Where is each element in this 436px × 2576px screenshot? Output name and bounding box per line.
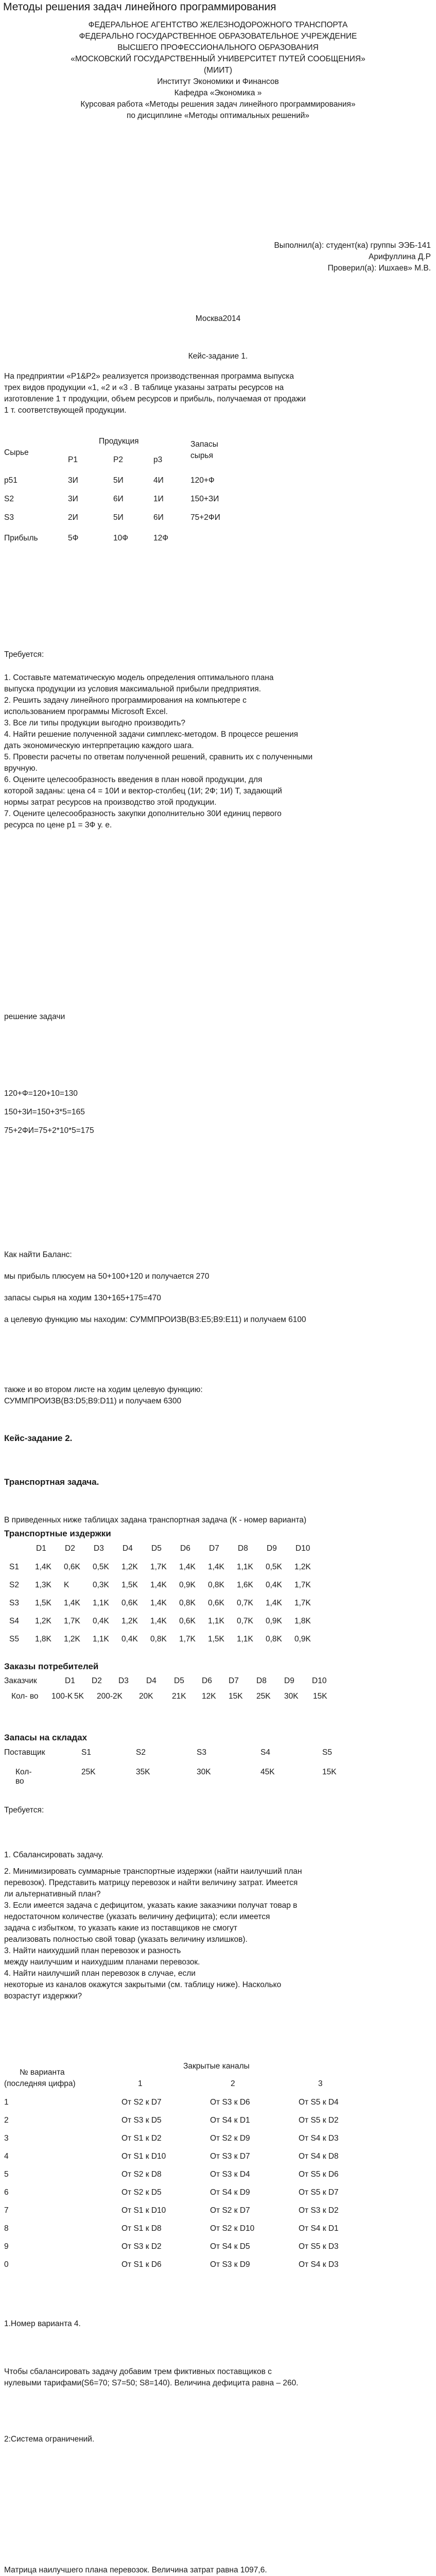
answer-line: Чтобы сбалансировать задачу добавим трем фиктивных поставщиков с (4, 2367, 272, 2376)
costs-col-header: D8 (238, 1544, 248, 1553)
supply-title: Запасы на складах (4, 1733, 88, 1742)
costs-cell: 0,5K (266, 1563, 282, 1571)
costs-col-header: D2 (65, 1544, 75, 1553)
demand-cell: Кол- во (11, 1692, 39, 1701)
closed-cell: 9 (4, 2242, 9, 2251)
header-line: по дисциплине «Методы оптимальных решений» (126, 111, 310, 120)
case2-subheading: Транспортная задача. (4, 1477, 99, 1487)
header-line: Курсовая работа «Методы решения задач линейного программирования» (80, 100, 356, 109)
task-line: между наилучшим и наихудшим планами перевозок. (4, 1958, 200, 1967)
row-name: Прибыль (4, 534, 38, 543)
demand-header-cell: D10 (312, 1676, 327, 1685)
demand-cell: 15K (229, 1692, 243, 1701)
closed-cell: От S4 к D8 (299, 2152, 339, 2161)
closed-cell: От S1 к D8 (121, 2224, 162, 2233)
supply-cell: 35K (136, 1768, 150, 1776)
costs-cell: 0,7K (237, 1617, 253, 1625)
intro-line: 1 т. соответствующей продукции. (4, 406, 127, 415)
author-block (4, 240, 431, 274)
calc-line: 75+2ФИ=75+2*10*5=175 (4, 1126, 94, 1135)
closed-col-header: 1 (138, 2079, 143, 2088)
supply-cell: 30K (197, 1768, 211, 1776)
task-line: выпуска продукции из условия максимальной прибыли предприятия. (4, 685, 261, 693)
cell: 5И (113, 476, 124, 485)
calc-line: 120+Ф=120+10=130 (4, 1089, 78, 1098)
product-header: Р1 (68, 455, 78, 464)
task-line: вручную. (4, 764, 38, 773)
demand-header-cell: D3 (118, 1676, 129, 1685)
closed-cell: От S4 к D1 (210, 2116, 250, 2125)
costs-table (4, 1544, 432, 1647)
answer-3: 2:Система ограничений. (4, 2435, 95, 2444)
closed-cell: От S1 к D10 (121, 2152, 166, 2161)
case2-note: В приведенных ниже таблицах задана транспортная задача (К - номер варианта) (4, 1516, 307, 1524)
closed-cell: От S3 к D7 (210, 2152, 250, 2161)
cell: 6И (153, 513, 164, 522)
row-name: S2 (4, 495, 14, 503)
task-line: нормы затрат ресурсов на производство этой продукции. (4, 798, 217, 807)
header-line: ВЫСШЕГО ПРОФЕССИОНАЛЬНОГО ОБРАЗОВАНИЯ (117, 43, 319, 52)
costs-cell: 1,1K (237, 1563, 253, 1571)
closed-cell: 7 (4, 2206, 9, 2215)
costs-cell: 1,8K (35, 1635, 51, 1643)
closed-cell: От S1 к D10 (121, 2206, 166, 2215)
cell: 1И (153, 495, 164, 503)
costs-cell: 1,5K (121, 1581, 138, 1589)
costs-cell: 0,8K (150, 1635, 167, 1643)
costs-cell: 1,2K (121, 1563, 138, 1571)
costs-row-name: S2 (9, 1581, 19, 1589)
cell: 75+2ФИ (190, 513, 220, 522)
costs-cell: 0,9K (179, 1581, 196, 1589)
task-line: 6. Оцените целесообразность введения в план новой продукции, для (4, 775, 263, 784)
costs-cell: 1,3K (35, 1581, 51, 1589)
task-line: 3. Если имеется задача с дефицитом, указать какие заказчики получат товар в (4, 1901, 298, 1910)
second-sheet-line: СУММПРОИЗВ(B3:D5;B9:D11) и получаем 6300 (4, 1397, 182, 1405)
task-line: 7. Оцените целесообразность закупки дополнительно 30И единиц первого (4, 809, 282, 818)
demand-header-cell: D2 (92, 1676, 102, 1685)
closed-cell: От S2 к D9 (210, 2134, 250, 2143)
task-line: использованием программы Microsoft Excel. (4, 707, 168, 716)
supply-grid (4, 1748, 432, 1789)
costs-cell: 0,7K (237, 1599, 253, 1607)
cell: 12Ф (153, 534, 169, 543)
closed-cell: От S4 к D5 (210, 2242, 250, 2251)
closed-cell: От S5 к D7 (299, 2188, 339, 2197)
costs-col-header: D5 (151, 1544, 162, 1553)
supply-header-cell: S4 (260, 1748, 270, 1757)
case2-heading: Кейс-задание 2. (4, 1433, 73, 1443)
author-line: Арифуллина Д.Р (369, 252, 431, 261)
demand-cell: 100-K (51, 1692, 73, 1701)
header-line: (МИИТ) (204, 66, 232, 75)
supply-header-cell: S3 (197, 1748, 206, 1757)
supply-cell: 45K (260, 1768, 275, 1776)
product-header: Р2 (113, 455, 123, 464)
costs-cell: 1,5K (208, 1635, 224, 1643)
task-line: недостаточном количестве (указать величину дефицита); если имеется (4, 1912, 270, 1921)
task-line: 4. Найти решение полученной задачи симплекс-методом. В процессе решения (4, 730, 298, 739)
demand-cell: 200-2K (97, 1692, 123, 1701)
costs-cell: 0,6K (64, 1563, 80, 1571)
closed-cell: 1 (4, 2098, 9, 2107)
costs-cell: 0,6K (179, 1617, 196, 1625)
case1-calcs (4, 1088, 432, 1137)
task-line: 1. Сбалансировать задачу. (4, 1851, 103, 1859)
costs-cell: 0,6K (121, 1599, 138, 1607)
costs-cell: 0,5K (93, 1563, 109, 1571)
task-line: 4. Найти наилучший план перевозок в случае, если (4, 1969, 196, 1978)
closed-cell: От S4 к D9 (210, 2188, 250, 2197)
costs-cell: 1,6K (237, 1581, 253, 1589)
balance-line: запасы сырья на ходим 130+165+175=470 (4, 1294, 161, 1302)
costs-col-header: D7 (209, 1544, 219, 1553)
closed-col-header: 2 (231, 2079, 235, 2088)
closed-cell: От S3 к D5 (121, 2116, 162, 2125)
closed-cell: От S2 к D7 (210, 2206, 250, 2215)
cell: 120+Ф (190, 476, 215, 485)
case1-tasks (4, 672, 432, 831)
demand-header-cell: D7 (229, 1676, 239, 1685)
header-line: ФЕДЕРАЛЬНОЕ АГЕНТСТВО ЖЕЛЕЗНОДОРОЖНОГО ТРАНСПОРТА (88, 21, 348, 29)
supply-cell: Кол-во (15, 1768, 32, 1786)
supply-table (4, 1748, 432, 1789)
closed-cell: От S5 к D6 (299, 2170, 339, 2179)
calc-line: 150+3И=150+3*5=165 (4, 1108, 85, 1116)
costs-cell: 1,4K (150, 1599, 167, 1607)
costs-cell: 1,7K (150, 1563, 167, 1571)
costs-cell: 0,8K (208, 1581, 224, 1589)
cell: 2И (68, 513, 78, 522)
demand-header-cell: D1 (65, 1676, 75, 1685)
costs-cell: 1,4K (64, 1599, 80, 1607)
closed-cell: От S3 к D4 (210, 2170, 250, 2179)
costs-cell: 1,1K (237, 1635, 253, 1643)
table-row-header: Сырье (4, 448, 29, 457)
costs-cell: 1,4K (150, 1581, 167, 1589)
costs-cell: 1,4K (35, 1563, 51, 1571)
costs-grid (4, 1544, 432, 1647)
cell: 5И (113, 513, 124, 522)
demand-cell: 21K (172, 1692, 186, 1701)
costs-cell: 1,1K (93, 1635, 109, 1643)
costs-cell: 1,7K (64, 1617, 80, 1625)
closed-cell: От S4 к D3 (299, 2260, 339, 2269)
closed-cell: От S4 к D1 (299, 2224, 339, 2233)
case2-tasks (4, 1850, 432, 2002)
cell: 4И (153, 476, 164, 485)
costs-cell: 1,7K (294, 1581, 311, 1589)
costs-cell: 0,8K (266, 1635, 282, 1643)
closed-cell: От S2 к D10 (210, 2224, 255, 2233)
supply-header-cell: S2 (136, 1748, 146, 1757)
demand-header-cell: D6 (202, 1676, 212, 1685)
table-group-header: Продукция (99, 437, 139, 446)
case1-solution-label: решение задачи (4, 1012, 65, 1021)
header-line: Кафедра «Экономика » (174, 89, 262, 97)
costs-cell: 1,1K (208, 1617, 224, 1625)
costs-cell: 0,4K (93, 1617, 109, 1625)
closed-cell: От S2 к D8 (121, 2170, 162, 2179)
task-line: перевозок). Представить матрицу перевозок и найти величину затрат. Имеется (4, 1878, 298, 1887)
task-line: ли альтернативный план? (4, 1890, 101, 1899)
cell: 3И (68, 476, 78, 485)
costs-row-name: S5 (9, 1635, 19, 1643)
closed-cell: 8 (4, 2224, 9, 2233)
demand-table (4, 1676, 432, 1713)
costs-cell: 1,1K (93, 1599, 109, 1607)
demand-title: Заказы потребителей (4, 1662, 99, 1671)
costs-row-name: S3 (9, 1599, 19, 1607)
costs-cell: K (64, 1581, 69, 1589)
answer-line: нулевыми тарифами(S6=70; S7=50; S8=140). Величина дефицита равна – 260. (4, 2379, 299, 2387)
demand-cell: 30K (284, 1692, 299, 1701)
supply-cell: 15K (322, 1768, 337, 1776)
costs-col-header: D4 (123, 1544, 133, 1553)
demand-cell: 15K (313, 1692, 327, 1701)
closed-cell: 2 (4, 2116, 9, 2125)
closed-cell: От S5 к D4 (299, 2098, 339, 2107)
supply-cell: 25K (81, 1768, 96, 1776)
costs-col-header: D3 (94, 1544, 104, 1553)
costs-cell: 0,6K (208, 1599, 224, 1607)
closed-cell: От S1 к D2 (121, 2134, 162, 2143)
balance-line: Как найти Баланс: (4, 1250, 72, 1259)
costs-cell: 0,3K (93, 1581, 109, 1589)
balance-line: а целевую функцию мы находим: СУММПРОИЗВ(B3:E5;B9:E11) и получаем 6100 (4, 1315, 306, 1324)
task-line: 3. Найти наихудший план перевозок и разность (4, 1946, 181, 1955)
intro-line: трех видов продукции «1, «2 и «3 . В таблице указаны затраты ресурсов на (4, 383, 284, 392)
closed-head-channels: Закрытые каналы (183, 2062, 250, 2071)
costs-cell: 1,7K (294, 1599, 311, 1607)
header-line: Институт Экономики и Финансов (157, 77, 279, 86)
task-line: возрастут издержки? (4, 1992, 82, 2001)
title-block (4, 20, 432, 122)
task-line: дать экономическую интерпретацию каждого шага. (4, 741, 194, 750)
closed-cell: От S2 к D5 (121, 2188, 162, 2197)
supply-header-cell: Поставщик (4, 1748, 45, 1757)
closed-cell: От S2 к D7 (121, 2098, 162, 2107)
demand-header-cell: D8 (256, 1676, 267, 1685)
row-name: S3 (4, 513, 14, 522)
costs-cell: 1,2K (294, 1563, 311, 1571)
intro-line: изготовление 1 т продукции, объем ресурсов и прибыль, получаемая от продажи (4, 395, 306, 403)
answer-4: Матрица наилучшего плана перевозок. Величина затрат равна 1097,6. (4, 2566, 267, 2574)
costs-col-header: D6 (180, 1544, 190, 1553)
costs-cell: 0,4K (121, 1635, 138, 1643)
author-line: Проверил(а): Ишхаев» М.В. (327, 264, 431, 273)
supply-header-cell: S1 (81, 1748, 91, 1757)
city-year: Москва2014 (195, 314, 241, 323)
closed-cell: От S5 к D3 (299, 2242, 339, 2251)
closed-head-variant-sub: (последняя цифра) (4, 2079, 76, 2088)
demand-header-cell: D4 (146, 1676, 156, 1685)
demand-cell: 12K (202, 1692, 216, 1701)
costs-col-header: D1 (36, 1544, 46, 1553)
costs-col-header: D9 (267, 1544, 277, 1553)
balance-line: мы прибыль плюсуем на 50+100+120 и получается 270 (4, 1272, 210, 1281)
closed-cell: 4 (4, 2152, 9, 2161)
demand-grid (4, 1676, 432, 1713)
task-line: задача с избытком, то указать какие из поставщиков не смогут (4, 1924, 237, 1933)
costs-cell: 1,2K (35, 1617, 51, 1625)
closed-cell: 0 (4, 2260, 9, 2269)
task-line: 5. Провести расчеты по ответам полученной решений, сравнить их с полученными (4, 753, 313, 761)
costs-cell: 0,9K (266, 1617, 282, 1625)
task-line: 2. Минимизировать суммарные транспортные издержки (найти наилучший план (4, 1867, 302, 1876)
second-sheet-line: также и во втором листе на ходим целевую функцию: (4, 1385, 203, 1394)
cell: 150+ЗИ (190, 495, 219, 503)
closed-cell: От S5 к D2 (299, 2116, 339, 2125)
costs-title: Транспортные издержки (4, 1529, 111, 1538)
task-line: некоторые из каналов окажутся закрытыми (см. таблицу ниже). Насколько (4, 1980, 282, 1989)
costs-cell: 0,8K (179, 1599, 196, 1607)
demand-header-cell: Заказчик (4, 1676, 37, 1685)
task-line: 3. Все ли типы продукции выгодно производить? (4, 719, 185, 727)
closed-cell: От S1 к D6 (121, 2260, 162, 2269)
closed-cell: 3 (4, 2134, 9, 2143)
demand-header-cell: D9 (284, 1676, 294, 1685)
case1-heading: Кейс-задание 1. (188, 352, 248, 361)
closed-col-header: 3 (318, 2079, 323, 2088)
costs-cell: 0,4K (266, 1581, 282, 1589)
closed-cell: 6 (4, 2188, 9, 2197)
answer-1: 1.Номер варианта 4. (4, 2319, 81, 2328)
task-line: ресурса по цене p1 = 3Ф у. е. (4, 821, 112, 829)
author-line: Выполнил(а): студент(ка) группы ЭЭБ-141 (274, 241, 431, 250)
costs-cell: 1,4K (208, 1563, 224, 1571)
costs-cell: 0,9K (294, 1635, 311, 1643)
closed-cell: От S3 к D9 (210, 2260, 250, 2269)
case1-required-label: Требуется: (4, 650, 44, 659)
answer-2 (4, 2366, 432, 2389)
closed-head-variant: № варианта (20, 2068, 65, 2077)
demand-cell: 5K (74, 1692, 84, 1701)
cell: 6И (113, 495, 124, 503)
costs-cell: 1,7K (179, 1635, 196, 1643)
cell: 5Ф (68, 534, 79, 543)
demand-header-cell: D5 (174, 1676, 184, 1685)
costs-cell: 1,4K (266, 1599, 282, 1607)
table-stock-sub: сырья (190, 451, 213, 460)
costs-row-name: S4 (9, 1617, 19, 1625)
row-name: р51 (4, 476, 18, 485)
closed-cell: От S3 к D6 (210, 2098, 250, 2107)
second-sheet-block (4, 1384, 432, 1407)
costs-cell: 1,2K (121, 1617, 138, 1625)
task-line: реализовать полностью свой товар (указать величину излишков). (4, 1935, 248, 1944)
table-stock-header: Запасы (190, 440, 218, 449)
costs-row-name: S1 (9, 1563, 19, 1571)
task-line: которой заданы: цена с4 = 10И и вектор-столбец (1И; 2Ф; 1И) Т, задающий (4, 787, 282, 795)
demand-cell: 25K (256, 1692, 271, 1701)
cell: 3И (68, 495, 78, 503)
costs-cell: 1,2K (64, 1635, 80, 1643)
costs-cell: 1,4K (179, 1563, 196, 1571)
supply-header-cell: S5 (322, 1748, 332, 1757)
costs-cell: 1,8K (294, 1617, 311, 1625)
header-line: «МОСКОВСКИЙ ГОСУДАРСТВЕННЫЙ УНИВЕРСИТЕТ ПУТЕЙ СООБЩЕНИЯ» (71, 55, 365, 63)
closed-cell: От S3 к D2 (121, 2242, 162, 2251)
task-line: 1. Составьте математическую модель определения оптимального плана (4, 673, 274, 682)
cell: 10Ф (113, 534, 129, 543)
closed-cell: От S3 к D2 (299, 2206, 339, 2215)
demand-cell: 20K (139, 1692, 153, 1701)
balance-block (4, 1249, 432, 1326)
costs-cell: 1,4K (150, 1617, 167, 1625)
case2-required-label: Требуется: (4, 1806, 44, 1815)
costs-col-header: D10 (295, 1544, 310, 1553)
closed-cell: От S4 к D3 (299, 2134, 339, 2143)
product-header: р3 (153, 455, 163, 464)
document-title: Методы решения задач линейного программирования (3, 1, 276, 13)
header-line: ФЕДЕРАЛЬНО ГОСУДАРСТВЕННОЕ ОБРАЗОВАТЕЛЬНОЕ УЧРЕЖДЕНИЕ (79, 32, 357, 41)
closed-cell: 5 (4, 2170, 9, 2179)
costs-cell: 1,5K (35, 1599, 51, 1607)
intro-line: На предприятии «Р1&Р2» реализуется производственная программа выпуска (4, 372, 294, 381)
case1-intro (4, 371, 432, 416)
task-line: 2. Решить задачу линейного программирования на компьютере с (4, 696, 247, 705)
